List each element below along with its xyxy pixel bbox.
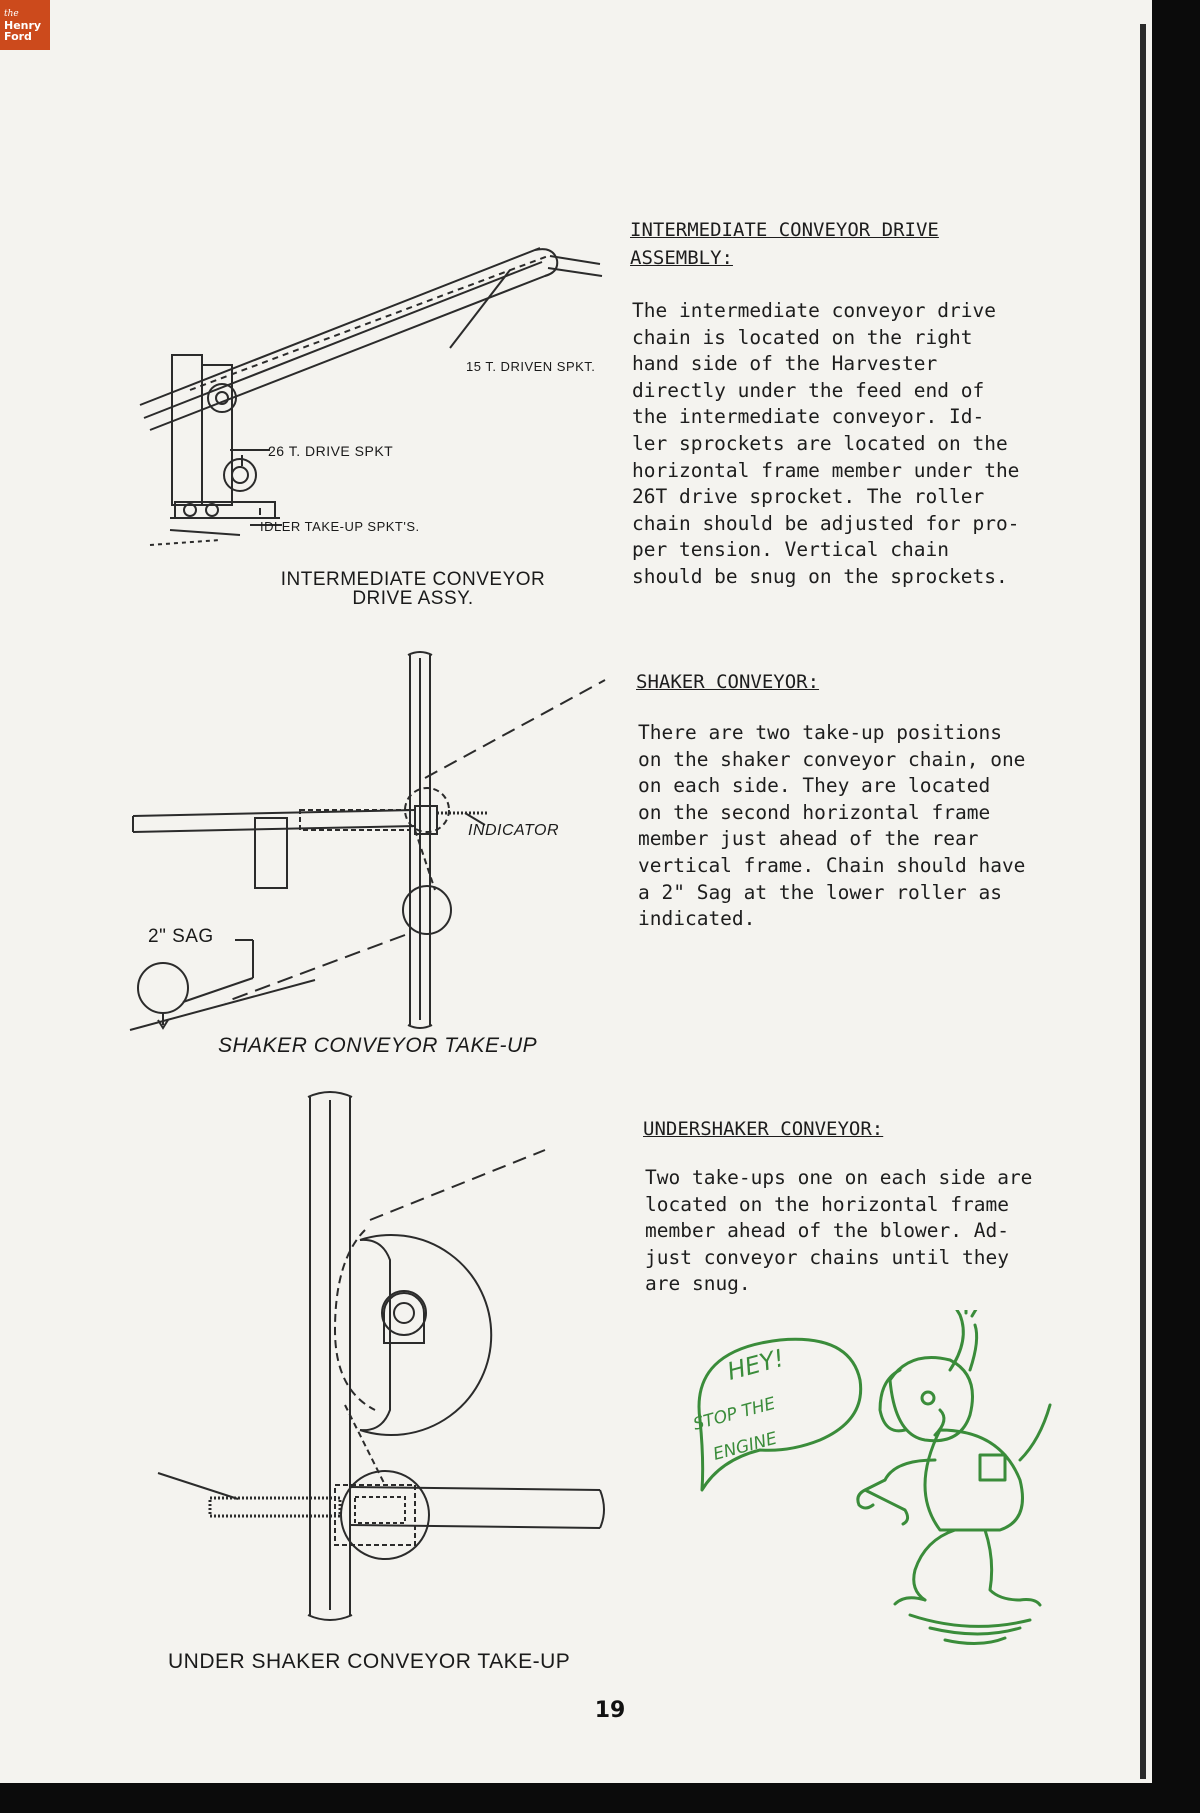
henry-ford-logo: the Henry Ford: [0, 0, 50, 50]
shaker-section-heading: SHAKER CONVEYOR:: [636, 671, 820, 693]
shaker-section-body: There are two take-up positions on the shaker conveyor chain, one on each side. They are located on the second horizontal frame member just ahead of the rear vertical frame. Chain should have a 2" Sag at the lower roller as indicated.: [638, 721, 1026, 931]
under-shaker-figure-caption: UNDER SHAKER CONVEYOR TAKE-UP: [168, 1650, 571, 1673]
idler-sprocket-label: IDLER TAKE-UP SPKT'S.: [260, 519, 420, 534]
under-shaker-takeup-diagram: [150, 1085, 620, 1625]
indicator-label: INDICATOR: [468, 822, 560, 839]
undershaker-section-body: Two take-ups one on each side are located on the horizontal frame member ahead of the blower. Ad- just conveyor chains until they are snug.: [645, 1166, 1033, 1296]
page-number: 19: [594, 1698, 626, 1723]
intermediate-section-heading: INTERMEDIATE CONVEYOR DRIVE ASSEMBLY:: [630, 219, 939, 269]
shaker-figure-caption: SHAKER CONVEYOR TAKE-UP: [218, 1034, 538, 1057]
sag-label: 2" SAG: [148, 926, 214, 947]
intermediate-figure-caption: [248, 570, 578, 608]
cartoon-engine-text: ENGINE: [711, 1428, 780, 1465]
page-edge-shadow: [1140, 24, 1146, 1779]
cartoon-stop-text: STOP THE: [691, 1393, 778, 1435]
driven-sprocket-label: 15 T. DRIVEN SPKT.: [466, 359, 596, 374]
shaker-conveyor-takeup-diagram: [125, 650, 625, 1050]
intermediate-caption-line2: DRIVE ASSY.: [352, 588, 474, 609]
drive-sprocket-label: 26 T. DRIVE SPKT: [268, 443, 394, 459]
intermediate-section-body: The intermediate conveyor drive chain is located on the right hand side of the Harvester directly under the feed end of the intermediate conveyor. Id- ler sprockets are located on the horizontal frame member under the 26T drive sprocket. The roller chain should be adjusted for pro- per tension. Vertical chain should be snug on the sprockets.: [632, 299, 1020, 588]
stop-engine-cartoon: [680, 1310, 1100, 1650]
cartoon-hey-text: HEY!: [724, 1343, 788, 1386]
undershaker-section-heading: UNDERSHAKER CONVEYOR:: [643, 1118, 884, 1140]
intermediate-caption-line1: INTERMEDIATE CONVEYOR: [280, 569, 546, 590]
